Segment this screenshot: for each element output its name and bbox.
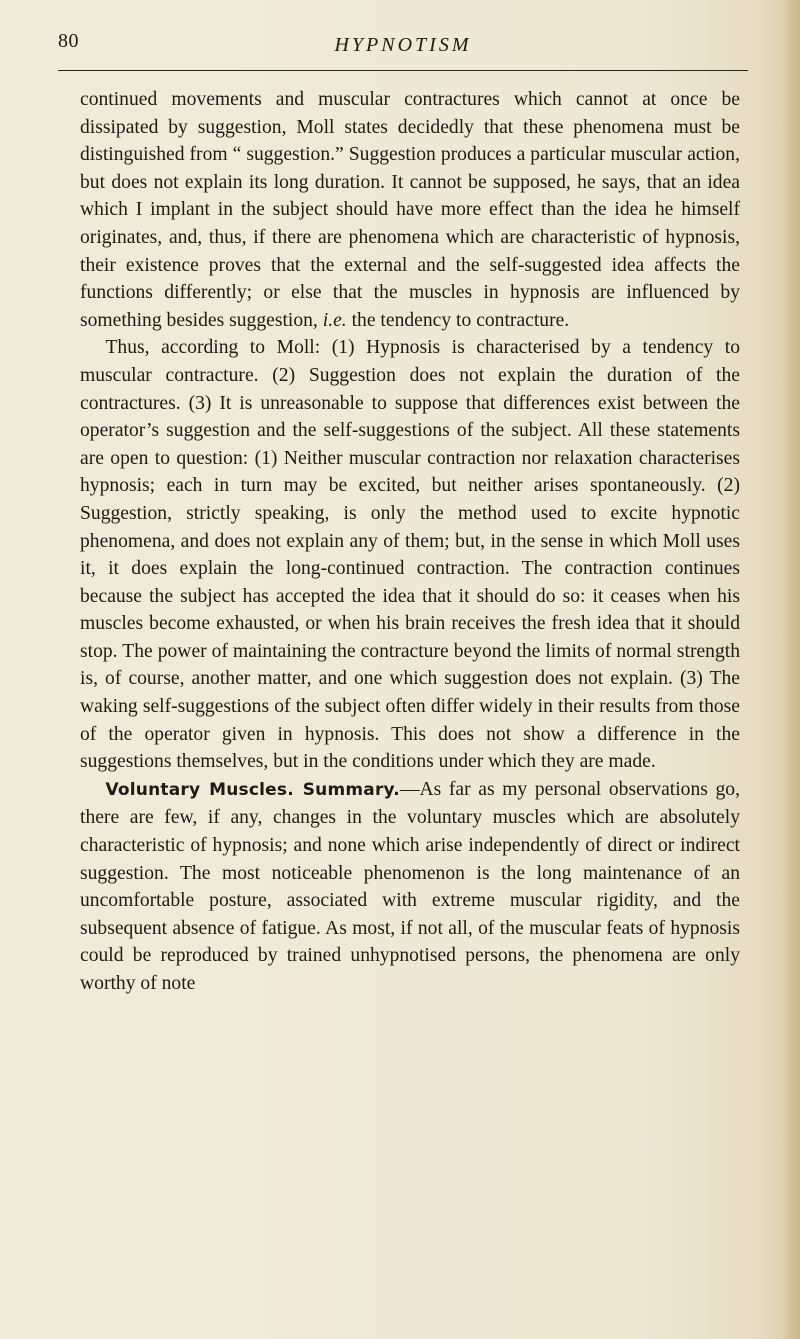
paragraph-3: [80, 776, 740, 998]
paragraph-1-end: the tendency to contracture.: [351, 309, 570, 331]
paragraph-1-text: continued movements and muscular contractures which cannot at once be dissipated by suggestion, Moll states decidedly that these phenomena must be distinguished from “ suggestion.” Suggestion produces a particular muscular action, but does not explain its long duration. It cannot be supposed, he says, that an idea which I implant in the subject should have more effect than the idea he himself originates, and, thus, if there are phenomena which are characteristic of hypnosis, their existence proves that the external and the self-suggested idea affects the functions differently; or else that the muscles in hypnosis are influenced by something besides suggestion,: [80, 89, 740, 331]
body-text: [80, 86, 740, 998]
running-head: HYPNOTISM: [334, 34, 472, 56]
paragraph-1-abbrev: i.e.: [322, 309, 347, 331]
page-edge-shadow: [782, 0, 800, 1339]
section-sidehead: Voluntary Muscles. Summary.: [105, 779, 400, 800]
page-number: 80: [58, 30, 79, 52]
paragraph-2: Thus, according to Moll: (1) Hypnosis is characterised by a tendency to muscular contracture. (2) Suggestion does not explain the duration of the contractures. (3) It is unreasonable to suppose that differences exist between the operator’s suggestion and the self-suggestions of the subject. All these statements are open to question: (1) Neither muscular contraction nor relaxation characterises hypnosis; each in turn may be excited, but neither arises spontaneously. (2) Suggestion, strictly speaking, is only the method used to excite hypnotic phenomena, and does not explain any of them; but, in the sense in which Moll uses it, it does explain the long-continued contraction. The contraction continues because the subject has accepted the idea that it should do so: it ceases when his muscles become exhausted, or when his brain receives the fresh idea that it should stop. The power of maintaining the contracture beyond the limits of normal strength is, of course, another matter, and one which suggestion does not explain. (3) The waking self-suggestions of the subject often differ widely in their results from those of the operator given in hypnosis. This does not show a difference in the suggestions themselves, but in the conditions under which they are made.: [80, 337, 740, 773]
paragraph-3-text: —As far as my personal observations go, there are few, if any, changes in the voluntary muscles which are absolutely characteristic of hypnosis; and none which arise independently of direct or indirect suggestion. The most noticeable phenomenon is the long maintenance of an uncomfortable posture, associated with extreme muscular rigidity, and the subsequent absence of fatigue. As most, if not all, of the muscular feats of hypnosis could be reproduced by trained unhypnotised persons, the phenomena are only worthy of note: [80, 778, 740, 994]
page-header: [58, 30, 748, 72]
paragraph-1: [80, 86, 740, 334]
header-rule: [58, 70, 748, 71]
